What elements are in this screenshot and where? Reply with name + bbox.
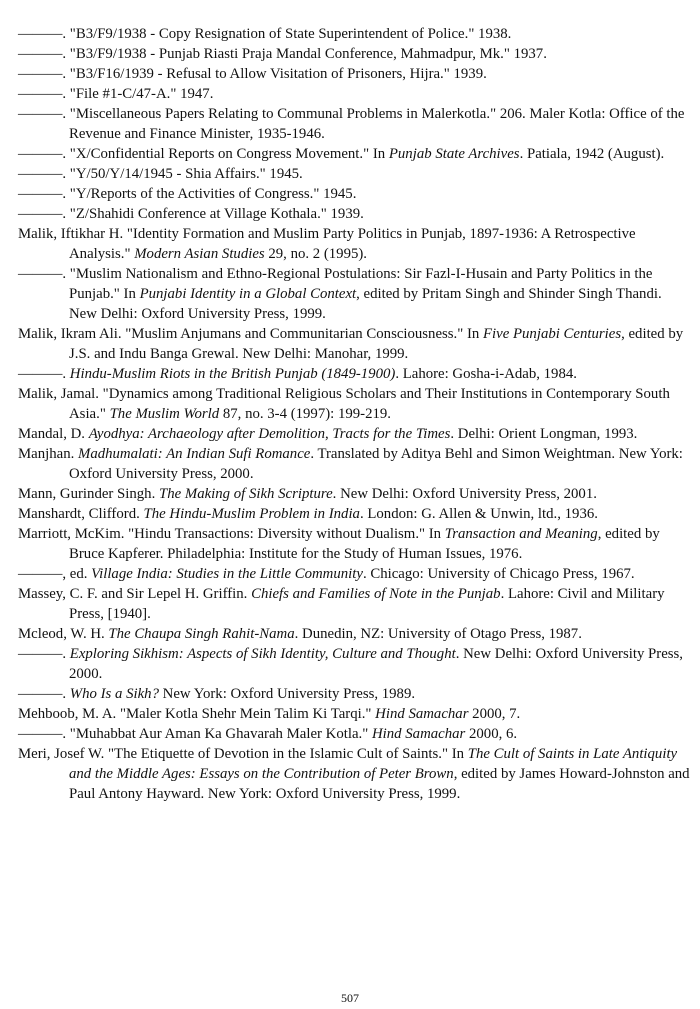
entry-text: . Delhi: Orient Longman, 1993. [450,426,638,442]
entry-text: New York: Oxford University Press, 1989. [158,686,416,702]
entry-text: . Lahore: Gosha-i-Adab, 1984. [395,366,577,382]
entry-text: ———. "Y/Reports of the Activities of Congress." 1945. [18,186,357,202]
entry-text: . Translated by Aditya Behl and Simon Weightman. New York: Oxford University Press, 2000. [69,446,683,482]
bibliography-entry [18,704,692,724]
entry-text: ———. "B3/F9/1938 - Copy Resignation of State Superintendent of Police." 1938. [18,26,512,42]
entry-title-italic: Chiefs and Families of Note in the Punjab [251,586,501,602]
entry-title-italic: The Chaupa Singh Rahit-Nama [108,626,295,642]
entry-text: . Dunedin, NZ: University of Otago Press, 1987. [294,626,582,642]
entry-title-italic: Hind Samachar [375,706,469,722]
bibliography-entry [18,424,692,444]
entry-text: ———. "File #1-C/47-A." 1947. [18,86,214,102]
entry-text: ———, ed. [18,566,92,582]
entry-text: ———. "Muhabbat Aur Aman Ka Ghavarah Maler Kotla." [18,726,372,742]
entry-text: , edited by Pritam Singh and Shinder Singh Thandi. New Delhi: Oxford University Press, 1999. [69,286,662,322]
bibliography-entry [18,584,692,624]
entry-text: ———. "X/Confidential Reports on Congress Movement." In [18,146,389,162]
bibliography-entry [18,484,692,504]
entry-text: Malik, Jamal. "Dynamics among Traditional Religious Scholars and Their Institutions in Contemporary South Asia." [18,386,670,422]
bibliography-entry [18,64,692,84]
entry-text: ———. "Miscellaneous Papers Relating to Communal Problems in Malerkotla." 206. Maler Kotla: Office of the Revenue and Finance Minister, 1935-1946. [18,106,685,142]
bibliography-entry [18,524,692,564]
entry-title-italic: Village India: Studies in the Little Community [91,566,363,582]
entry-text: Marriott, McKim. "Hindu Transactions: Diversity without Dualism." In [18,526,445,542]
entry-title-italic: Ayodhya: Archaeology after Demolition [88,426,325,442]
bibliography-entry [18,684,692,704]
entry-text: Malik, Ikram Ali. "Muslim Anjumans and Communitarian Consciousness." In [18,326,484,342]
bibliography-list [18,24,692,804]
entry-title-italic: Punjab State Archives [388,146,520,162]
entry-title-italic: The Muslim World [109,406,220,422]
entry-title-italic: Tracts for the Times [332,426,451,442]
entry-text: Malik, Iftikhar H. "Identity Formation and Muslim Party Politics in Punjab, 1897-1936: A Retrospective Analysis." [18,226,636,262]
bibliography-entry [18,184,692,204]
entry-text: Manjhan. [18,446,78,462]
entry-title-italic: The Hindu-Muslim Problem in India [143,506,360,522]
entry-title-italic: Madhumalati: An Indian Sufi Romance [78,446,311,462]
page-number: 507 [341,991,359,1005]
entry-text: ———. "Z/Shahidi Conference at Village Kothala." 1939. [18,206,364,222]
entry-title-italic: Modern Asian Studies [134,246,265,262]
entry-text: . Lahore: Civil and Military Press, [1940]. [69,586,665,622]
bibliography-entry [18,624,692,644]
bibliography-entry [18,724,692,744]
entry-text: . Chicago: University of Chicago Press, 1967. [362,566,635,582]
entry-text: Mcleod, W. H. [18,626,109,642]
entry-text: ———. "Muslim Nationalism and Ethno-Regional Postulations: Sir Fazl-I-Husain and Party Politics in the Punjab." In [18,266,653,302]
entry-text: ———. [18,686,70,702]
entry-text: Mann, Gurinder Singh. [18,486,159,502]
entry-text: Mandal, D. [18,426,89,442]
bibliography-entry [18,324,692,364]
bibliography-entry [18,224,692,264]
entry-title-italic: Hindu-Muslim Riots in the British Punjab (1849-1900) [69,366,396,382]
entry-title-italic: Transaction and Meaning [444,526,598,542]
entry-title-italic: Hind Samachar [371,726,466,742]
bibliography-entry [18,264,692,324]
entry-title-italic: Who Is a Sikh? [69,686,159,702]
entry-title-italic: Exploring Sikhism: Aspects of Sikh Identity, Culture and Thought [69,646,456,662]
entry-title-italic: Punjabi Identity in a Global Context [139,286,357,302]
entry-text: , edited by Bruce Kapferer. Philadelphia: Institute for the Study of Human Issues, 1976. [69,526,660,562]
entry-text: , [324,426,333,442]
entry-text: Massey, C. F. and Sir Lepel H. Griffin. [18,586,252,602]
entry-text: 2000, 6. [465,726,518,742]
bibliography-entry [18,564,692,584]
bibliography-entry [18,84,692,104]
entry-text: ———. [18,646,70,662]
entry-text: . London: G. Allen & Unwin, ltd., 1936. [359,506,598,522]
bibliography-entry [18,744,692,804]
entry-text: 2000, 7. [468,706,521,722]
entry-text: . Patiala, 1942 (August). [519,146,665,162]
bibliography-entry [18,364,692,384]
bibliography-entry [18,104,692,144]
bibliography-entry [18,204,692,224]
bibliography-entry [18,384,692,424]
entry-text: ———. "B3/F16/1939 - Refusal to Allow Visitation of Prisoners, Hijra." 1939. [18,66,487,82]
entry-text: , edited by James Howard-Johnston and Paul Antony Hayward. New York: Oxford University Press, 1999. [69,766,690,802]
entry-text: Mehboob, M. A. "Maler Kotla Shehr Mein Talim Ki Tarqi." [18,706,376,722]
entry-text: ———. "B3/F9/1938 - Punjab Riasti Praja Mandal Conference, Mahmadpur, Mk." 1937. [18,46,547,62]
bibliography-entry [18,444,692,484]
bibliography-entry [18,44,692,64]
bibliography-entry [18,164,692,184]
bibliography-entry [18,144,692,164]
entry-text: 87, no. 3-4 (1997): 199-219. [219,406,391,422]
entry-text: ———. [18,366,70,382]
bibliography-entry [18,644,692,684]
entry-text: . New Delhi: Oxford University Press, 2001. [332,486,597,502]
entry-text: ———. "Y/50/Y/14/1945 - Shia Affairs." 1945. [18,166,303,182]
bibliography-entry [18,24,692,44]
entry-text: , edited by J.S. and Indu Banga Grewal. New Delhi: Manohar, 1999. [69,326,684,362]
entry-title-italic: The Cult of Saints in Late Antiquity and the Middle Ages: Essays on the Contribution of Peter Brown [69,746,678,782]
bibliography-entry [18,504,692,524]
entry-text: Meri, Josef W. "The Etiquette of Devotion in the Islamic Cult of Saints." In [18,746,468,762]
entry-title-italic: Five Punjabi Centuries [483,326,622,342]
entry-text: 29, no. 2 (1995). [264,246,368,262]
entry-title-italic: The Making of Sikh Scripture [158,486,333,502]
entry-text: Manshardt, Clifford. [18,506,144,522]
entry-text: . New Delhi: Oxford University Press, 2000. [69,646,683,682]
